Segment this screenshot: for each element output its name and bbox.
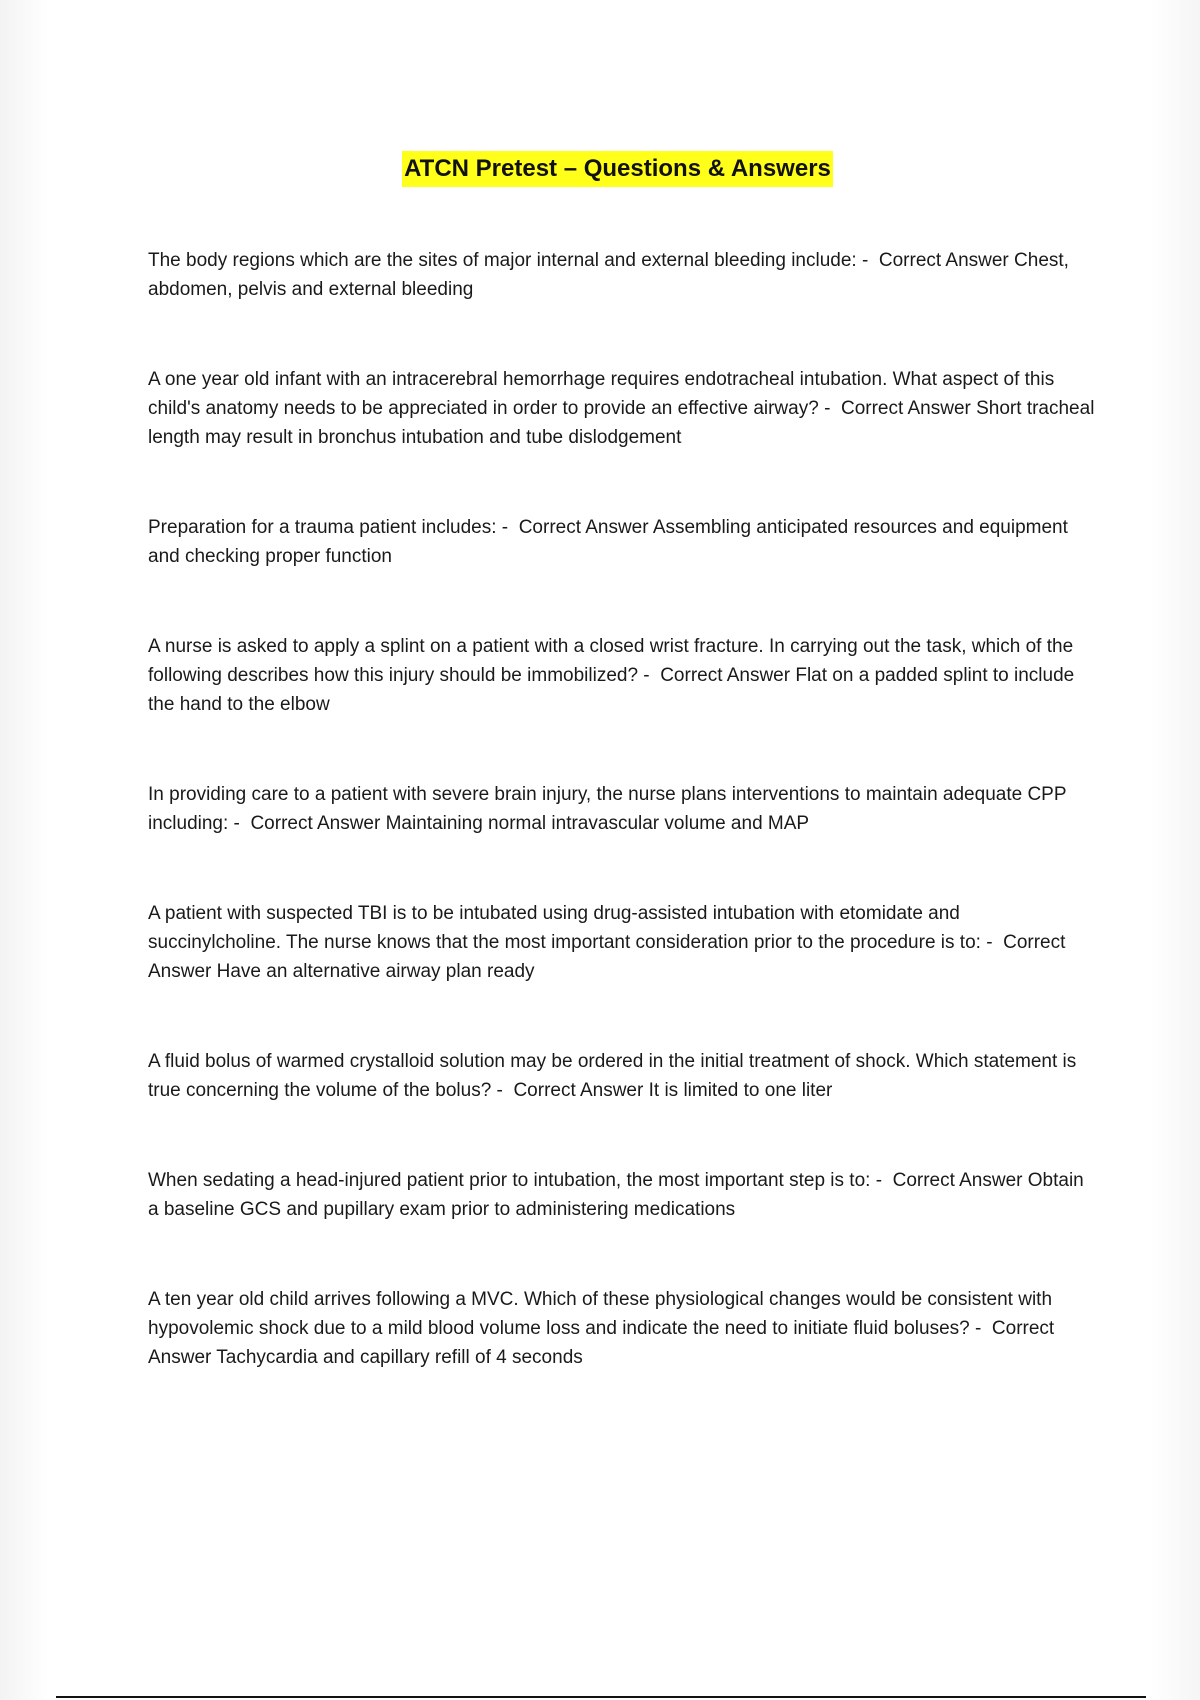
answer-text: It is limited to one liter: [648, 1080, 833, 1101]
question-text: When sedating a head-injured patient prior to intubation, the most important step is to:: [148, 1170, 871, 1191]
answer-prefix: Correct Answer: [892, 1170, 1023, 1191]
qa-list: [148, 246, 1096, 1433]
answer-prefix: Correct Answer: [513, 1080, 644, 1101]
question-text: A one year old infant with an intracerebral hemorrhage requires endotracheal intubation. What aspect of this child's anatomy needs to be appreciated in order to provide an effective airway?: [148, 369, 1055, 419]
answer-prefix: Correct Answer: [250, 813, 381, 834]
answer-text: Flat on a padded splint to include the hand to the elbow: [148, 665, 1075, 715]
question-text: A fluid bolus of warmed crystalloid solution may be ordered in the initial treatment of shock. Which statement is true concerning the volume of the bolus?: [148, 1051, 1077, 1101]
qa-item: When sedating a head-injured patient prior to intubation, the most important step is to: - Correct Answer Obtain a baseline GCS and pupillary exam prior to administering medications: [148, 1170, 1084, 1220]
bottom-divider: [56, 1696, 1146, 1698]
question-text: The body regions which are the sites of major internal and external bleeding include:: [148, 250, 857, 271]
answer-text: Assembling anticipated resources and equipment and checking proper function: [148, 517, 1068, 567]
qa-item: A nurse is asked to apply a splint on a patient with a closed wrist fracture. In carrying out the task, which of the following describes how this injury should be immobilized? - Correct Answer Flat on a padded splint to include the hand to the elbow: [148, 636, 1075, 715]
answer-text: Short tracheal length may result in bronchus intubation and tube dislodgement: [148, 398, 1095, 448]
answer-text: Obtain a baseline GCS and pupillary exam prior to administering medications: [148, 1170, 1084, 1220]
answer-prefix: Correct Answer: [660, 665, 791, 686]
qa-item: The body regions which are the sites of major internal and external bleeding include: - Correct Answer Chest, abdomen, pelvis and external bleeding: [148, 250, 1069, 300]
question-text: A patient with suspected TBI is to be intubated using drug-assisted intubation with etomidate and succinylcholine. The nurse knows that the most important consideration prior to the procedure is to:: [148, 903, 981, 953]
question-text: A nurse is asked to apply a splint on a patient with a closed wrist fracture. In carrying out the task, which of the following describes how this injury should be immobilized?: [148, 636, 1074, 686]
answer-prefix: Correct Answer: [148, 932, 1066, 982]
qa-item: A ten year old child arrives following a MVC. Which of these physiological changes would be consistent with hypovolemic shock due to a mild blood volume loss and indicate the need to initiate fluid boluses? - Correct Answer Tachycardia and capillary refill of 4 seconds: [148, 1289, 1055, 1368]
qa-item: A one year old infant with an intracerebral hemorrhage requires endotracheal intubation. What aspect of this child's anatomy needs to be appreciated in order to provide an effective airway? - Correct Answer Short tracheal length may result in bronchus intubation and tube dislodgement: [148, 369, 1095, 448]
answer-prefix: Correct Answer: [148, 1318, 1055, 1368]
answer-prefix: Correct Answer: [518, 517, 649, 538]
qa-item: In providing care to a patient with severe brain injury, the nurse plans interventions to maintain adequate CPP including: - Correct Answer Maintaining normal intravascular volume and MAP: [148, 784, 1067, 834]
answer-text: Tachycardia and capillary refill of 4 seconds: [216, 1347, 583, 1368]
answer-prefix: Correct Answer: [878, 250, 1009, 271]
question-text: In providing care to a patient with severe brain injury, the nurse plans interventions to maintain adequate CPP including:: [148, 784, 1067, 834]
answer-text: Have an alternative airway plan ready: [216, 961, 535, 982]
question-text: Preparation for a trauma patient includes:: [148, 517, 497, 538]
qa-item: Preparation for a trauma patient includes: - Correct Answer Assembling anticipated resources and equipment and checking proper function: [148, 517, 1068, 567]
answer-prefix: Correct Answer: [840, 398, 971, 419]
page-title: ATCN Pretest – Questions & Answers: [402, 151, 833, 187]
title-wrapper: [0, 151, 1200, 187]
answer-text: Chest, abdomen, pelvis and external bleeding: [148, 250, 1069, 300]
qa-item: A fluid bolus of warmed crystalloid solution may be ordered in the initial treatment of shock. Which statement is true concerning the volume of the bolus? - Correct Answer It is limited to one liter: [148, 1051, 1077, 1101]
qa-item: A patient with suspected TBI is to be intubated using drug-assisted intubation with etomidate and succinylcholine. The nurse knows that the most important consideration prior to the procedure is to: - Correct Answer Have an alternative airway plan ready: [148, 903, 1066, 982]
answer-text: Maintaining normal intravascular volume and MAP: [385, 813, 810, 834]
question-text: A ten year old child arrives following a MVC. Which of these physiological changes would be consistent with hypovolemic shock due to a mild blood volume loss and indicate the need to initiate fluid boluses?: [148, 1289, 1053, 1339]
